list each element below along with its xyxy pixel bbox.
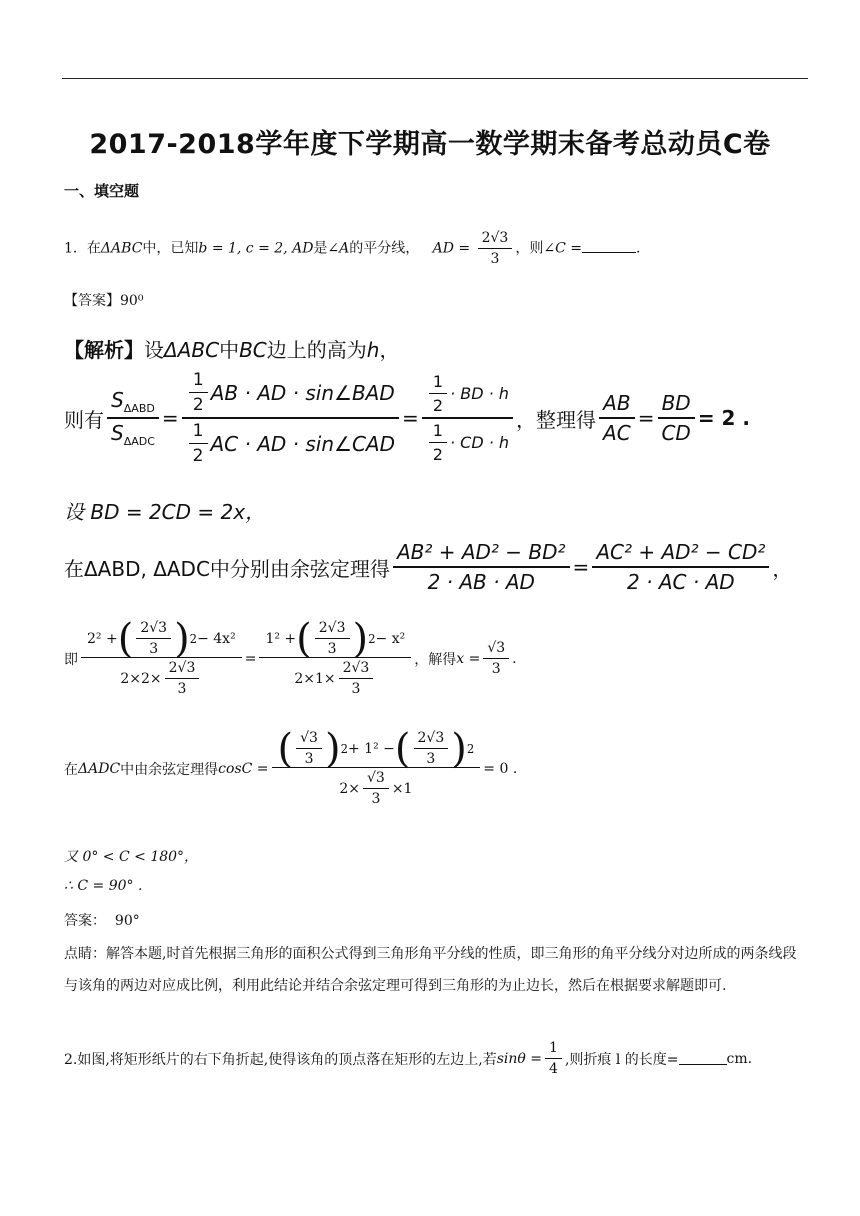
solution-line-1: 【解析】设ΔABC中BC边上的高为h， xyxy=(64,338,400,362)
question-2: 2.如图,将矩形纸片的右下角折起,使得该角的顶点落在矩形的左边上,若 sinθ = $\frac{1}{4}$ ,则折痕 l 的长度= cm. xyxy=(64,1040,753,1077)
answer-blank-2 xyxy=(679,1052,727,1065)
solution-range: 又 0° < C < 180°， xyxy=(64,849,199,865)
solution-therefore: ∴ C = 90° . xyxy=(64,878,143,894)
section-heading: 一、填空题 xyxy=(64,182,140,200)
ad-fraction: $\frac{2√3}{3}$ xyxy=(478,230,513,267)
solution-cosc: 在 ΔADC 中由余弦定理得 cosC = ( $\frac{√3}{3}$ ) 2 + 1² − ( $\frac{2√3}{3}$ ) 2 2× $\frac{√3}{3}$ ×1 = 0 . xyxy=(64,725,518,807)
header-rule xyxy=(62,78,808,79)
solution-note: 点睛：解答本题,时首先根据三角形的面积公式得到三角形角平分线的性质，即三角形的角平分线分对边所成的两条线段与该角的两边对应成比例，利用此结论并结合余弦定理可得到三角形的为止边长，然后在根据要求解题即可. xyxy=(64,946,797,994)
solution-set-line: 设 BD = 2CD = 2x， xyxy=(64,500,266,524)
solution-cosine-law: 在ΔABD, ΔADC中分别由余弦定理得 $\frac{\text{AB² + AD² − BD²}}{2 \cdot AB \cdot AD}$ = $\frac{\text{AC² + AD² − CD²}}{2 \cdot AC \cdot AD}$ ， xyxy=(64,540,793,594)
question-1: 1．在ΔABC中，已知b = 1, c = 2, AD是∠A的平分线， AD = $\frac{2√3}{3}$ ，则∠C = . xyxy=(64,230,641,267)
answer-blank xyxy=(582,240,636,253)
solution-area-ratio: 则有 $\frac{S_{\Delta ABD}}{S_{\Delta ADC}}$ = $\frac{1}{2}$ AB · AD · sin∠BAD $\frac{1}{2}$ AC · AD · sin∠CAD = $\frac{1}{2}$ · BD · h $\frac{1}{2}$ · CD · h ，整理得 $\frac{AB}{AC}$ = $\frac{BD}{CD}$ = 2 . xyxy=(64,370,751,466)
solution-equation: 即 2² + ( $\frac{2√3}{3}$ ) 2 − 4x² 2×2× $\frac{2√3}{3}$ = 1² + ( $\frac{2√3}{3}$ ) 2 − x² 2×1× $\frac{2√3}{3}$ ，解得 x = $\frac{√3}{3}$ . xyxy=(64,615,517,697)
answer-1: 【答案】90⁰ xyxy=(64,293,144,309)
page-title: 2017-2018学年度下学期高一数学期末备考总动员C卷 xyxy=(89,129,771,160)
solution-answer: 答案： 90° xyxy=(64,913,140,929)
